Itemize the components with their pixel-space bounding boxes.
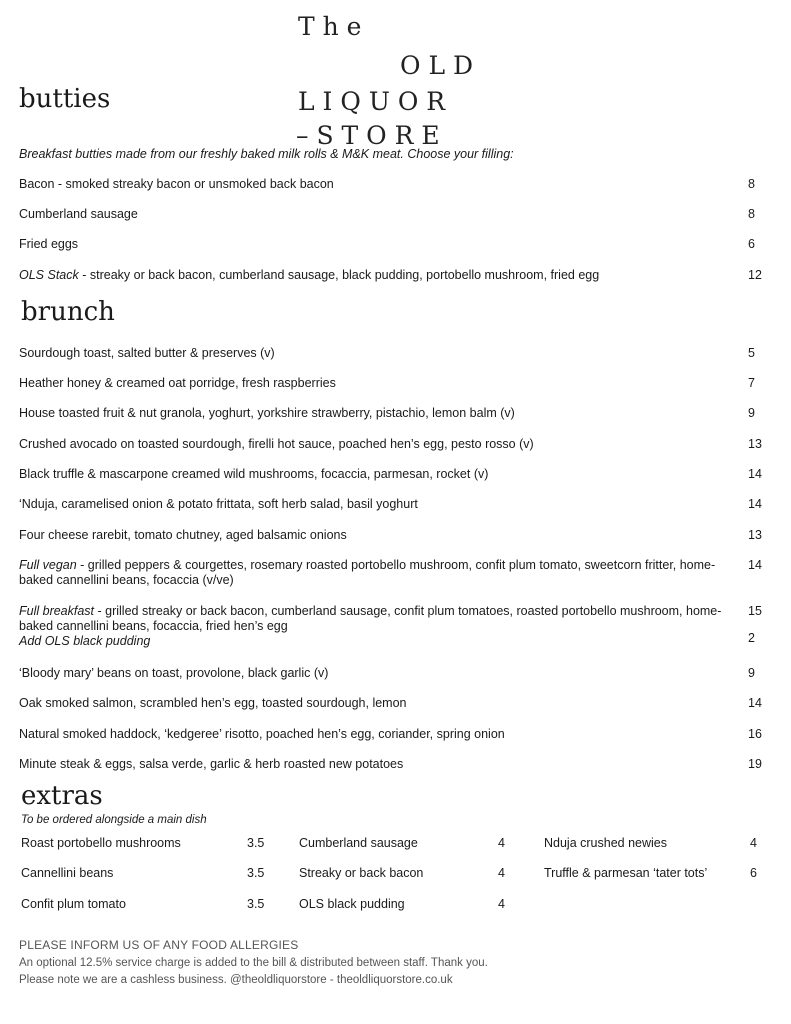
item-name: Minute steak & eggs, salsa verde, garlic & herb roasted new potatoes (19, 757, 404, 771)
logo-line-the: T h e (298, 12, 362, 41)
item-name: Oak smoked salmon, scrambled hen’s egg, toasted sourdough, lemon (19, 696, 407, 710)
item-price: 5 (748, 346, 755, 360)
extra-item-price: 3.5 (247, 897, 265, 911)
item-name: - streaky or back bacon, cumberland sausage, black pudding, portobello mushroom, fried egg (78, 268, 600, 282)
menu-item (19, 346, 734, 361)
item-name: Fried eggs (19, 237, 79, 251)
item-price: 9 (748, 406, 755, 420)
item-name: ‘Bloody mary’ beans on toast, provolone, black garlic (v) (19, 666, 329, 680)
item-price: 13 (748, 437, 762, 451)
item-name: Cumberland sausage (19, 207, 138, 221)
extra-item-name: Confit plum tomato (21, 897, 126, 911)
item-name: Sourdough toast, salted butter & preserves (v) (19, 346, 275, 360)
menu-item (19, 558, 734, 588)
item-lead: Full vegan (19, 558, 77, 572)
menu-item (19, 497, 734, 512)
allergy-notice: PLEASE INFORM US OF ANY FOOD ALLERGIES (19, 938, 299, 952)
brunch-heading: brunch (21, 297, 115, 327)
extra-item-price: 4 (750, 836, 757, 850)
service-charge-notice: An optional 12.5% service charge is added to the bill & distributed between staff. Thank you. (19, 957, 488, 969)
item-lead: Full breakfast (19, 604, 95, 618)
menu-item (19, 727, 734, 742)
butties-heading: butties (19, 84, 111, 114)
menu-item (19, 696, 734, 711)
extra-item-price: 4 (498, 897, 505, 911)
item-name: House toasted fruit & nut granola, yoghurt, yorkshire strawberry, pistachio, lemon balm (v) (19, 406, 515, 420)
menu-item (19, 467, 734, 482)
menu-item (19, 666, 734, 681)
item-name: Bacon - smoked streaky bacon or unsmoked back bacon (19, 177, 334, 191)
item-name: ‘Nduja, caramelised onion & potato frittata, soft herb salad, basil yoghurt (19, 497, 418, 511)
extra-item-price: 3.5 (247, 836, 265, 850)
menu-item (19, 376, 734, 391)
cashless-notice: Please note we are a cashless business. @theoldliquorstore - theoldliquorstore.co.uk (19, 974, 453, 986)
menu-item (19, 604, 734, 649)
extra-item-name: Cannellini beans (21, 866, 114, 880)
logo-line-store: – S T O R E (296, 121, 440, 150)
menu-item (19, 237, 734, 252)
menu-item (19, 207, 734, 222)
item-price: 14 (748, 467, 762, 481)
menu-item (19, 177, 734, 192)
extra-item-name: Cumberland sausage (299, 836, 418, 850)
menu-item (19, 528, 734, 543)
menu-item (19, 406, 734, 421)
extra-item-price: 6 (750, 866, 757, 880)
item-price: 13 (748, 528, 762, 542)
item-addon-price: 2 (748, 631, 755, 645)
extra-item-price: 4 (498, 866, 505, 880)
menu-item (19, 757, 734, 772)
menu-item (19, 268, 734, 283)
item-price: 16 (748, 727, 762, 741)
extra-item-name: Truffle & parmesan ‘tater tots’ (544, 866, 708, 880)
item-name: Heather honey & creamed oat porridge, fresh raspberries (19, 376, 336, 390)
extra-item-name: Roast portobello mushrooms (21, 836, 181, 850)
menu-item (19, 437, 734, 452)
item-price: 6 (748, 237, 755, 251)
extra-item-price: 3.5 (247, 866, 265, 880)
item-price: 19 (748, 757, 762, 771)
item-name: Four cheese rarebit, tomato chutney, aged balsamic onions (19, 528, 347, 542)
item-lead: OLS Stack (19, 268, 79, 282)
item-price: 8 (748, 207, 755, 221)
item-name: Natural smoked haddock, ‘kedgeree’ risotto, poached hen’s egg, coriander, spring onion (19, 727, 505, 741)
logo-line-old: O L D (400, 51, 474, 80)
item-name: - grilled streaky or back bacon, cumberland sausage, confit plum tomatoes, roasted portobello mushroom, home-baked cannellini beans, focaccia, fried hen’s egg (19, 604, 722, 633)
item-price: 14 (748, 497, 762, 511)
item-price: 9 (748, 666, 755, 680)
extras-note: To be ordered alongside a main dish (21, 814, 207, 826)
logo-line-liquor: L I Q U O R (298, 87, 446, 116)
item-price: 14 (748, 558, 762, 572)
item-addon: Add OLS black pudding (19, 634, 151, 648)
extras-heading: extras (21, 781, 103, 811)
item-price: 15 (748, 604, 762, 618)
item-price: 12 (748, 268, 762, 282)
extra-item-name: OLS black pudding (299, 897, 405, 911)
item-name: Black truffle & mascarpone creamed wild mushrooms, focaccia, parmesan, rocket (v) (19, 467, 489, 481)
item-name: - grilled peppers & courgettes, rosemary roasted portobello mushroom, confit plum tomato, sweetcorn fritter, home-baked cannellini beans, focaccia (v/ve) (19, 558, 716, 587)
extra-item-name: Nduja crushed newies (544, 836, 667, 850)
item-name: Crushed avocado on toasted sourdough, firelli hot sauce, poached hen’s egg, pesto rosso (v) (19, 437, 534, 451)
item-price: 8 (748, 177, 755, 191)
item-price: 7 (748, 376, 755, 390)
extra-item-price: 4 (498, 836, 505, 850)
butties-intro: Breakfast butties made from our freshly baked milk rolls & M&K meat. Choose your filling: (19, 147, 514, 161)
item-price: 14 (748, 696, 762, 710)
extra-item-name: Streaky or back bacon (299, 866, 424, 880)
